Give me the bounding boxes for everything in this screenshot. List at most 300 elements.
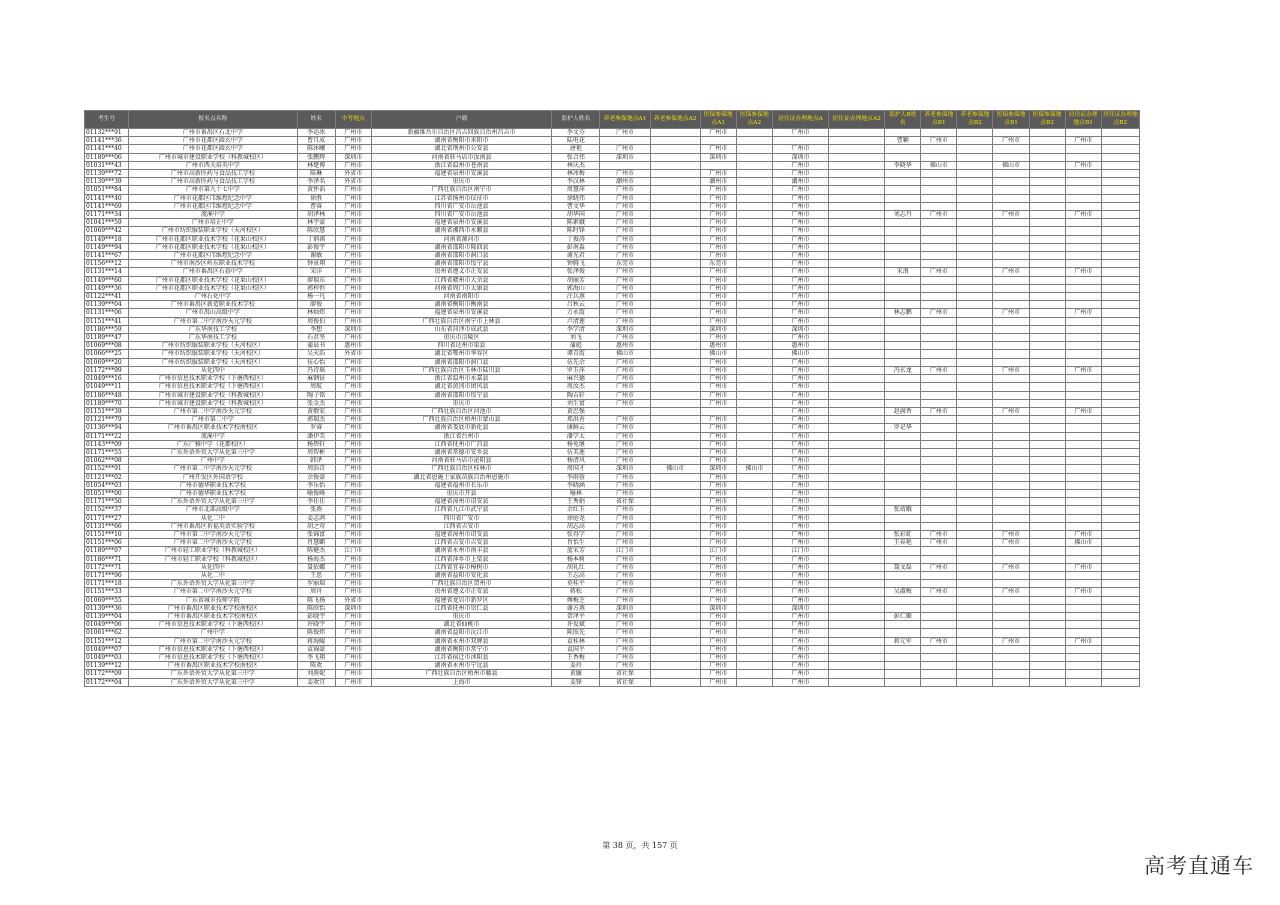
table-cell bbox=[1101, 129, 1139, 137]
table-cell: 广州市 bbox=[600, 366, 650, 374]
table-cell bbox=[829, 334, 885, 342]
table-cell: 郭海山 bbox=[552, 284, 600, 292]
table-cell: 佛山市 bbox=[921, 161, 957, 169]
table-cell: 广州市 bbox=[600, 358, 650, 366]
table-cell bbox=[1065, 498, 1101, 506]
table-cell bbox=[1029, 432, 1065, 440]
table-cell bbox=[1029, 358, 1065, 366]
table-cell bbox=[650, 178, 700, 186]
table-cell bbox=[957, 260, 993, 268]
table-row bbox=[85, 457, 1140, 465]
table-cell bbox=[993, 383, 1029, 391]
table-cell bbox=[957, 350, 993, 358]
table-cell bbox=[1101, 612, 1139, 620]
table-header-row bbox=[85, 111, 1140, 129]
table-cell: 广州市 bbox=[772, 645, 828, 653]
table-cell: 广州市 bbox=[700, 670, 736, 678]
table-cell bbox=[650, 186, 700, 194]
table-cell bbox=[736, 522, 772, 530]
table-cell bbox=[829, 391, 885, 399]
table-cell: 陈琳 bbox=[297, 170, 335, 178]
table-cell: 周舟 bbox=[297, 588, 335, 596]
table-cell: 广州市 bbox=[335, 654, 371, 662]
table-cell bbox=[736, 654, 772, 662]
table-cell: 陈健杰 bbox=[297, 547, 335, 555]
table-cell: 广州市 bbox=[700, 202, 736, 210]
table-cell bbox=[1065, 621, 1101, 629]
table-cell: 湖南省邵阳市绥宁县 bbox=[371, 260, 552, 268]
table-cell: 广州市 bbox=[700, 268, 736, 276]
table-cell: 01189***70 bbox=[85, 399, 129, 407]
table-cell: 省社保 bbox=[600, 498, 650, 506]
table-cell bbox=[1029, 489, 1065, 497]
table-cell bbox=[650, 268, 700, 276]
table-cell bbox=[1065, 440, 1101, 448]
table-cell bbox=[829, 227, 885, 235]
table-cell: 江西省吉安市吉安县 bbox=[371, 539, 552, 547]
table-cell: 广州市第二中学南沙天元学校 bbox=[129, 465, 297, 473]
table-cell: 莫桂平 bbox=[552, 580, 600, 588]
table-cell bbox=[885, 522, 921, 530]
table-cell bbox=[885, 129, 921, 137]
table-cell: 广州市 bbox=[993, 588, 1029, 596]
table-cell bbox=[957, 612, 993, 620]
table-cell bbox=[650, 391, 700, 399]
table-cell bbox=[993, 170, 1029, 178]
table-cell bbox=[1101, 276, 1139, 284]
table-cell bbox=[993, 416, 1029, 424]
table-cell bbox=[736, 612, 772, 620]
table-cell bbox=[885, 342, 921, 350]
table-cell bbox=[957, 153, 993, 161]
table-cell: 彭南淼 bbox=[552, 243, 600, 251]
table-cell: 江西省九江市武宁县 bbox=[371, 506, 552, 514]
table-cell: 广州市 bbox=[1065, 563, 1101, 571]
table-cell: 湖南省湘西市永顺县 bbox=[371, 227, 552, 235]
table-cell: 惠州市 bbox=[700, 342, 736, 350]
table-cell bbox=[650, 375, 700, 383]
table-cell: 山东省菏泽市成武县 bbox=[371, 325, 552, 333]
table-cell bbox=[1101, 465, 1139, 473]
table-cell: 01171***27 bbox=[85, 514, 129, 522]
table-cell: 广州市 bbox=[700, 498, 736, 506]
table-cell bbox=[736, 252, 772, 260]
table-cell: 广州市 bbox=[335, 309, 371, 317]
table-cell: 福建省漳州市诏安县 bbox=[371, 498, 552, 506]
table-cell bbox=[736, 670, 772, 678]
table-cell bbox=[829, 465, 885, 473]
table-cell bbox=[1065, 350, 1101, 358]
table-cell bbox=[993, 194, 1029, 202]
table-cell: 贺泽平 bbox=[552, 612, 600, 620]
table-cell: 李晓涵 bbox=[552, 481, 600, 489]
table-cell: 广州市 bbox=[335, 637, 371, 645]
table-cell bbox=[650, 350, 700, 358]
table-cell: 外省市 bbox=[335, 170, 371, 178]
table-cell bbox=[885, 473, 921, 481]
table-cell: 袁国平 bbox=[552, 645, 600, 653]
table-cell bbox=[650, 473, 700, 481]
table-cell bbox=[829, 317, 885, 325]
table-cell: 广州市信息技术职业学校（下塘西校区） bbox=[129, 645, 297, 653]
table-row bbox=[85, 514, 1140, 522]
column-header: 户籍 bbox=[371, 111, 552, 129]
table-cell: 广州市 bbox=[700, 457, 736, 465]
table-cell bbox=[885, 375, 921, 383]
table-cell: 从化四中 bbox=[129, 366, 297, 374]
table-cell: 李飞翔 bbox=[297, 654, 335, 662]
table-cell: 广州市 bbox=[772, 588, 828, 596]
column-header: 居住证办理地点B2 bbox=[1101, 111, 1139, 129]
table-cell: 四川省广安市 bbox=[371, 514, 552, 522]
table-cell bbox=[957, 629, 993, 637]
table-cell bbox=[650, 506, 700, 514]
table-cell bbox=[736, 202, 772, 210]
table-cell: 冯玄龙 bbox=[885, 366, 921, 374]
table-cell: 周慧萍 bbox=[552, 186, 600, 194]
table-cell bbox=[885, 276, 921, 284]
table-cell bbox=[829, 301, 885, 309]
table-cell: 外省市 bbox=[335, 596, 371, 604]
table-cell: 湖南省常德市安乡县 bbox=[371, 448, 552, 456]
table-cell: 广州市 bbox=[600, 391, 650, 399]
table-cell: 01186***59 bbox=[85, 325, 129, 333]
table-cell: 广州市 bbox=[600, 186, 650, 194]
table-cell: 黄敬宏 bbox=[297, 407, 335, 415]
table-cell bbox=[1029, 612, 1065, 620]
table-cell: 广州市 bbox=[335, 366, 371, 374]
table-cell: 广州开发区外国语学校 bbox=[129, 473, 297, 481]
table-cell: 陈欢 bbox=[297, 662, 335, 670]
table-cell bbox=[993, 129, 1029, 137]
table-cell bbox=[1065, 293, 1101, 301]
table-cell bbox=[885, 498, 921, 506]
table-cell bbox=[1101, 670, 1139, 678]
table-cell: 01171***96 bbox=[85, 571, 129, 579]
table-cell bbox=[993, 301, 1029, 309]
table-cell: 傅梅芝 bbox=[552, 596, 600, 604]
table-cell bbox=[885, 416, 921, 424]
table-cell: 广州市 bbox=[335, 186, 371, 194]
table-cell bbox=[1101, 522, 1139, 530]
table-cell bbox=[957, 555, 993, 563]
table-cell: 省社保 bbox=[600, 670, 650, 678]
table-row bbox=[85, 268, 1140, 276]
table-row bbox=[85, 555, 1140, 563]
table-cell: 广州市 bbox=[700, 432, 736, 440]
table-cell: 广州市 bbox=[700, 440, 736, 448]
table-cell bbox=[736, 498, 772, 506]
table-cell bbox=[829, 375, 885, 383]
table-cell bbox=[1065, 170, 1101, 178]
table-cell bbox=[650, 219, 700, 227]
table-cell bbox=[736, 211, 772, 219]
table-cell: 广州市 bbox=[335, 227, 371, 235]
table-cell: 佛山市 bbox=[993, 161, 1029, 169]
table-cell bbox=[829, 284, 885, 292]
table-cell bbox=[650, 539, 700, 547]
column-header: 养老参保地点A2 bbox=[650, 111, 700, 129]
table-cell: 广州市 bbox=[600, 563, 650, 571]
table-cell: 郭瑞杰 bbox=[297, 416, 335, 424]
table-cell bbox=[921, 571, 957, 579]
table-cell: 广州市 bbox=[921, 268, 957, 276]
table-cell bbox=[1029, 416, 1065, 424]
table-cell: 广州市 bbox=[772, 170, 828, 178]
table-cell bbox=[736, 645, 772, 653]
table-cell: 王志高 bbox=[552, 571, 600, 579]
table-cell bbox=[1101, 227, 1139, 235]
table-cell: 姜玲 bbox=[552, 662, 600, 670]
table-cell: 广州市番禺区职业技术学校南校区 bbox=[129, 424, 297, 432]
table-cell: 01121***79 bbox=[85, 416, 129, 424]
table-cell: 广州市 bbox=[335, 375, 371, 383]
table-cell bbox=[650, 424, 700, 432]
table-cell: 广州市信息技术职业学校（下塘西校区） bbox=[129, 383, 297, 391]
table-cell: 广州市 bbox=[772, 612, 828, 620]
table-cell bbox=[993, 424, 1029, 432]
table-cell: 湖南省邵阳市洞口县 bbox=[371, 252, 552, 260]
table-row bbox=[85, 506, 1140, 514]
table-cell: 周浩青 bbox=[297, 465, 335, 473]
table-row bbox=[85, 539, 1140, 547]
table-cell bbox=[650, 457, 700, 465]
table-cell bbox=[1029, 293, 1065, 301]
table-cell bbox=[993, 432, 1029, 440]
table-cell bbox=[736, 580, 772, 588]
table-cell: 广州市 bbox=[700, 481, 736, 489]
table-cell: 广州市 bbox=[772, 407, 828, 415]
table-cell bbox=[921, 219, 957, 227]
table-cell bbox=[736, 424, 772, 432]
table-cell bbox=[1065, 186, 1101, 194]
table-row bbox=[85, 391, 1140, 399]
table-cell: 谢方燕 bbox=[552, 604, 600, 612]
table-cell bbox=[885, 489, 921, 497]
table-cell bbox=[957, 375, 993, 383]
table-cell: 广州市 bbox=[335, 555, 371, 563]
table-cell: 广州市 bbox=[700, 530, 736, 538]
table-cell: 许爱斌 bbox=[552, 621, 600, 629]
table-cell: 河南省驻马店市泌阳县 bbox=[371, 457, 552, 465]
table-cell: 刘志丹 bbox=[885, 211, 921, 219]
table-cell: 广州市 bbox=[700, 588, 736, 596]
table-cell bbox=[1029, 383, 1065, 391]
table-cell: 河南省漯河市 bbox=[371, 235, 552, 243]
table-cell: 陈沐曦 bbox=[297, 145, 335, 153]
table-cell: 杨免继 bbox=[552, 440, 600, 448]
table-cell bbox=[1029, 235, 1065, 243]
table-cell: 01141***67 bbox=[85, 252, 129, 260]
table-cell: 01049***03 bbox=[85, 654, 129, 662]
table-cell: 广州市 bbox=[335, 580, 371, 588]
table-cell bbox=[1029, 465, 1065, 473]
table-row bbox=[85, 194, 1140, 202]
table-cell: 广州市 bbox=[600, 481, 650, 489]
table-cell: 广州市 bbox=[335, 440, 371, 448]
table-cell: 01131***14 bbox=[85, 268, 129, 276]
table-cell bbox=[650, 580, 700, 588]
table-cell bbox=[885, 334, 921, 342]
table-cell bbox=[1029, 211, 1065, 219]
table-cell bbox=[829, 211, 885, 219]
table-cell: 袁锦豪 bbox=[297, 645, 335, 653]
table-cell: 广州市 bbox=[772, 366, 828, 374]
table-cell bbox=[650, 621, 700, 629]
table-cell: 浙江省台州市 bbox=[371, 432, 552, 440]
table-cell bbox=[957, 506, 993, 514]
table-cell: 蓝宋芳 bbox=[552, 547, 600, 555]
table-cell: 深圳市 bbox=[700, 153, 736, 161]
table-cell bbox=[1101, 399, 1139, 407]
table-cell: 周汝杰 bbox=[552, 383, 600, 391]
table-cell bbox=[736, 506, 772, 514]
table-cell bbox=[1029, 530, 1065, 538]
table-cell: 广州市 bbox=[993, 539, 1029, 547]
table-cell bbox=[921, 580, 957, 588]
table-cell: 吕秋云 bbox=[552, 301, 600, 309]
table-cell bbox=[1029, 145, 1065, 153]
table-cell bbox=[993, 227, 1029, 235]
table-row bbox=[85, 440, 1140, 448]
table-cell: 徐胜 bbox=[297, 194, 335, 202]
table-row bbox=[85, 522, 1140, 530]
table-cell: 伍美莲 bbox=[552, 448, 600, 456]
table-cell: 广州市 bbox=[772, 129, 828, 137]
table-row bbox=[85, 260, 1140, 268]
table-cell: 喻林 bbox=[552, 489, 600, 497]
table-cell: 广州市 bbox=[700, 252, 736, 260]
table-cell: 浙江省温州市永嘉县 bbox=[371, 375, 552, 383]
table-cell bbox=[1065, 571, 1101, 579]
table-cell bbox=[1101, 391, 1139, 399]
table-cell: 罗玉萍 bbox=[552, 366, 600, 374]
table-cell bbox=[1101, 654, 1139, 662]
table-cell bbox=[885, 301, 921, 309]
table-row bbox=[85, 588, 1140, 596]
table-cell: 广州市 bbox=[600, 293, 650, 301]
table-cell bbox=[921, 489, 957, 497]
table-cell bbox=[1065, 473, 1101, 481]
table-cell: 罗记华 bbox=[885, 424, 921, 432]
table-cell bbox=[1101, 235, 1139, 243]
table-cell: 广西壮族自治区玉林市陆川县 bbox=[371, 366, 552, 374]
table-cell bbox=[829, 219, 885, 227]
table-cell bbox=[829, 399, 885, 407]
table-row bbox=[85, 563, 1140, 571]
table-cell bbox=[736, 678, 772, 686]
table-cell bbox=[1101, 309, 1139, 317]
table-cell: 东莞市 bbox=[700, 260, 736, 268]
table-cell bbox=[736, 325, 772, 333]
table-cell: 重庆市 bbox=[371, 612, 552, 620]
table-cell bbox=[993, 457, 1029, 465]
table-cell bbox=[736, 194, 772, 202]
table-cell bbox=[957, 678, 993, 686]
table-cell bbox=[921, 399, 957, 407]
table-cell bbox=[650, 571, 700, 579]
table-cell bbox=[829, 539, 885, 547]
table-cell: 广州市 bbox=[772, 252, 828, 260]
table-cell bbox=[650, 194, 700, 202]
table-cell: 湖南省邵阳市绥宁县 bbox=[371, 391, 552, 399]
table-cell bbox=[993, 670, 1029, 678]
table-cell: 广州市 bbox=[335, 662, 371, 670]
table-cell: 广州市 bbox=[335, 284, 371, 292]
table-cell: 01141***36 bbox=[85, 137, 129, 145]
table-cell: 陈欣慧 bbox=[297, 227, 335, 235]
table-cell bbox=[1101, 514, 1139, 522]
table-cell: 广州市 bbox=[600, 317, 650, 325]
table-cell bbox=[736, 276, 772, 284]
table-cell: 广州市 bbox=[335, 498, 371, 506]
table-cell bbox=[736, 547, 772, 555]
table-cell: 01189***06 bbox=[85, 153, 129, 161]
table-cell: 曹文华 bbox=[552, 202, 600, 210]
table-cell bbox=[957, 662, 993, 670]
table-cell bbox=[957, 407, 993, 415]
table-cell: 广州市 bbox=[600, 284, 650, 292]
table-cell bbox=[1065, 662, 1101, 670]
table-cell: 广州市 bbox=[772, 145, 828, 153]
table-row bbox=[85, 153, 1140, 161]
table-cell: 蒲晨书 bbox=[297, 342, 335, 350]
table-cell: 广州市第二中学南沙天元学校 bbox=[129, 407, 297, 415]
table-cell bbox=[650, 334, 700, 342]
table-row bbox=[85, 604, 1140, 612]
table-cell: 01151***12 bbox=[85, 637, 129, 645]
table-cell: 广州中学 bbox=[129, 457, 297, 465]
table-cell: 广州市 bbox=[335, 457, 371, 465]
table-cell bbox=[736, 375, 772, 383]
table-cell bbox=[993, 580, 1029, 588]
table-cell bbox=[1065, 432, 1101, 440]
table-cell: 广州市 bbox=[772, 399, 828, 407]
table-cell bbox=[736, 358, 772, 366]
table-cell: 贵州省遵义市正安县 bbox=[371, 268, 552, 276]
table-cell: 湖南省邵阳市隆回县 bbox=[371, 243, 552, 251]
table-cell: 胡礼红 bbox=[552, 563, 600, 571]
table-cell: 福建省福州市长乐市 bbox=[371, 481, 552, 489]
table-cell: 广州市城市建设职业学校（科教城校区） bbox=[129, 399, 297, 407]
table-cell bbox=[957, 309, 993, 317]
table-cell bbox=[829, 555, 885, 563]
table-cell: 广州市 bbox=[993, 637, 1029, 645]
table-cell bbox=[993, 375, 1029, 383]
table-cell: 宋洋 bbox=[297, 268, 335, 276]
table-cell bbox=[993, 153, 1029, 161]
table-cell bbox=[829, 161, 885, 169]
table-cell bbox=[736, 539, 772, 547]
table-cell: 01151***10 bbox=[85, 530, 129, 538]
table-row bbox=[85, 662, 1140, 670]
table-cell bbox=[1029, 596, 1065, 604]
table-cell bbox=[993, 440, 1029, 448]
table-cell: 广州市 bbox=[700, 678, 736, 686]
table-cell bbox=[829, 670, 885, 678]
table-cell bbox=[1065, 489, 1101, 497]
table-cell bbox=[1029, 498, 1065, 506]
table-cell bbox=[1101, 194, 1139, 202]
table-cell: 姜欢宜 bbox=[297, 678, 335, 686]
table-cell bbox=[650, 301, 700, 309]
table-cell bbox=[1101, 530, 1139, 538]
table-cell bbox=[829, 489, 885, 497]
table-cell bbox=[650, 637, 700, 645]
table-cell: 林楚博 bbox=[297, 161, 335, 169]
table-cell: 01049***11 bbox=[85, 383, 129, 391]
table-cell bbox=[736, 629, 772, 637]
